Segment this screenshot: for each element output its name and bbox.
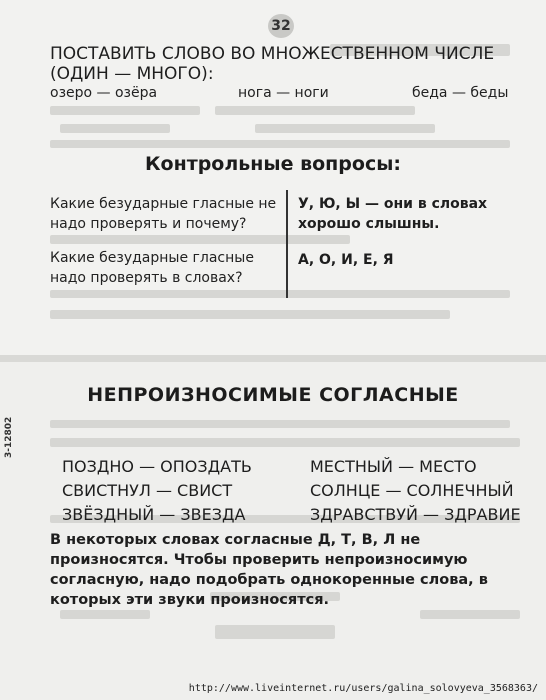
word-pair: нога — ноги [238,85,329,101]
word-pair: СВИСТНУЛ — СВИСТ [62,481,233,500]
word-list-left [62,455,252,527]
word-list-right [310,455,521,527]
exercise-heading-line1: ПОСТАВИТЬ СЛОВО ВО МНОЖЕСТВЕННОМ ЧИСЛЕ [50,44,495,64]
word-pair: ПОЗДНО — ОПОЗДАТЬ [62,457,252,476]
answer-text: У, Ю, Ы — они в словах хорошо слышны. [298,196,488,232]
source-url: http://www.liveinternet.ru/users/galina_solovyeva_3568363/ [188,683,538,694]
word-pair: ЗДРАВСТВУЙ — ЗДРАВИЕ [310,505,521,524]
page-number-badge: 32 [268,14,294,38]
word-pair: СОЛНЦЕ — СОЛНЕЧНЫЙ [310,481,514,500]
section-title: НЕПРОИЗНОСИМЫЕ СОГЛАСНЫЕ [87,384,459,406]
word-pair: беда — беды [412,85,509,101]
word-pair: озеро — озёра [50,85,158,101]
margin-code-text: 3-12802 [4,416,14,458]
question-text: Какие безударные гласные надо проверять в словах? [50,250,254,286]
answer-text: А, О, И, Е, Я [298,252,394,268]
exercise-heading [50,44,520,84]
question-text: Какие безударные гласные не надо проверять и почему? [50,196,277,232]
word-pair: МЕСТНЫЙ — МЕСТО [310,457,477,476]
rule-text: В некоторых словах согласные Д, Т, В, Л не произносятся. Чтобы проверить непроизносимую согласную, надо подобрать однокоренные слова, в которых эти звуки произносятся. [50,532,488,608]
margin-code [2,400,16,460]
column-divider [286,190,288,298]
word-pair: ЗВЁЗДНЫЙ — ЗВЕЗДА [62,505,246,524]
control-questions-title: Контрольные вопросы: [144,153,402,175]
exercise-heading-line2: (ОДИН — МНОГО): [50,64,214,84]
